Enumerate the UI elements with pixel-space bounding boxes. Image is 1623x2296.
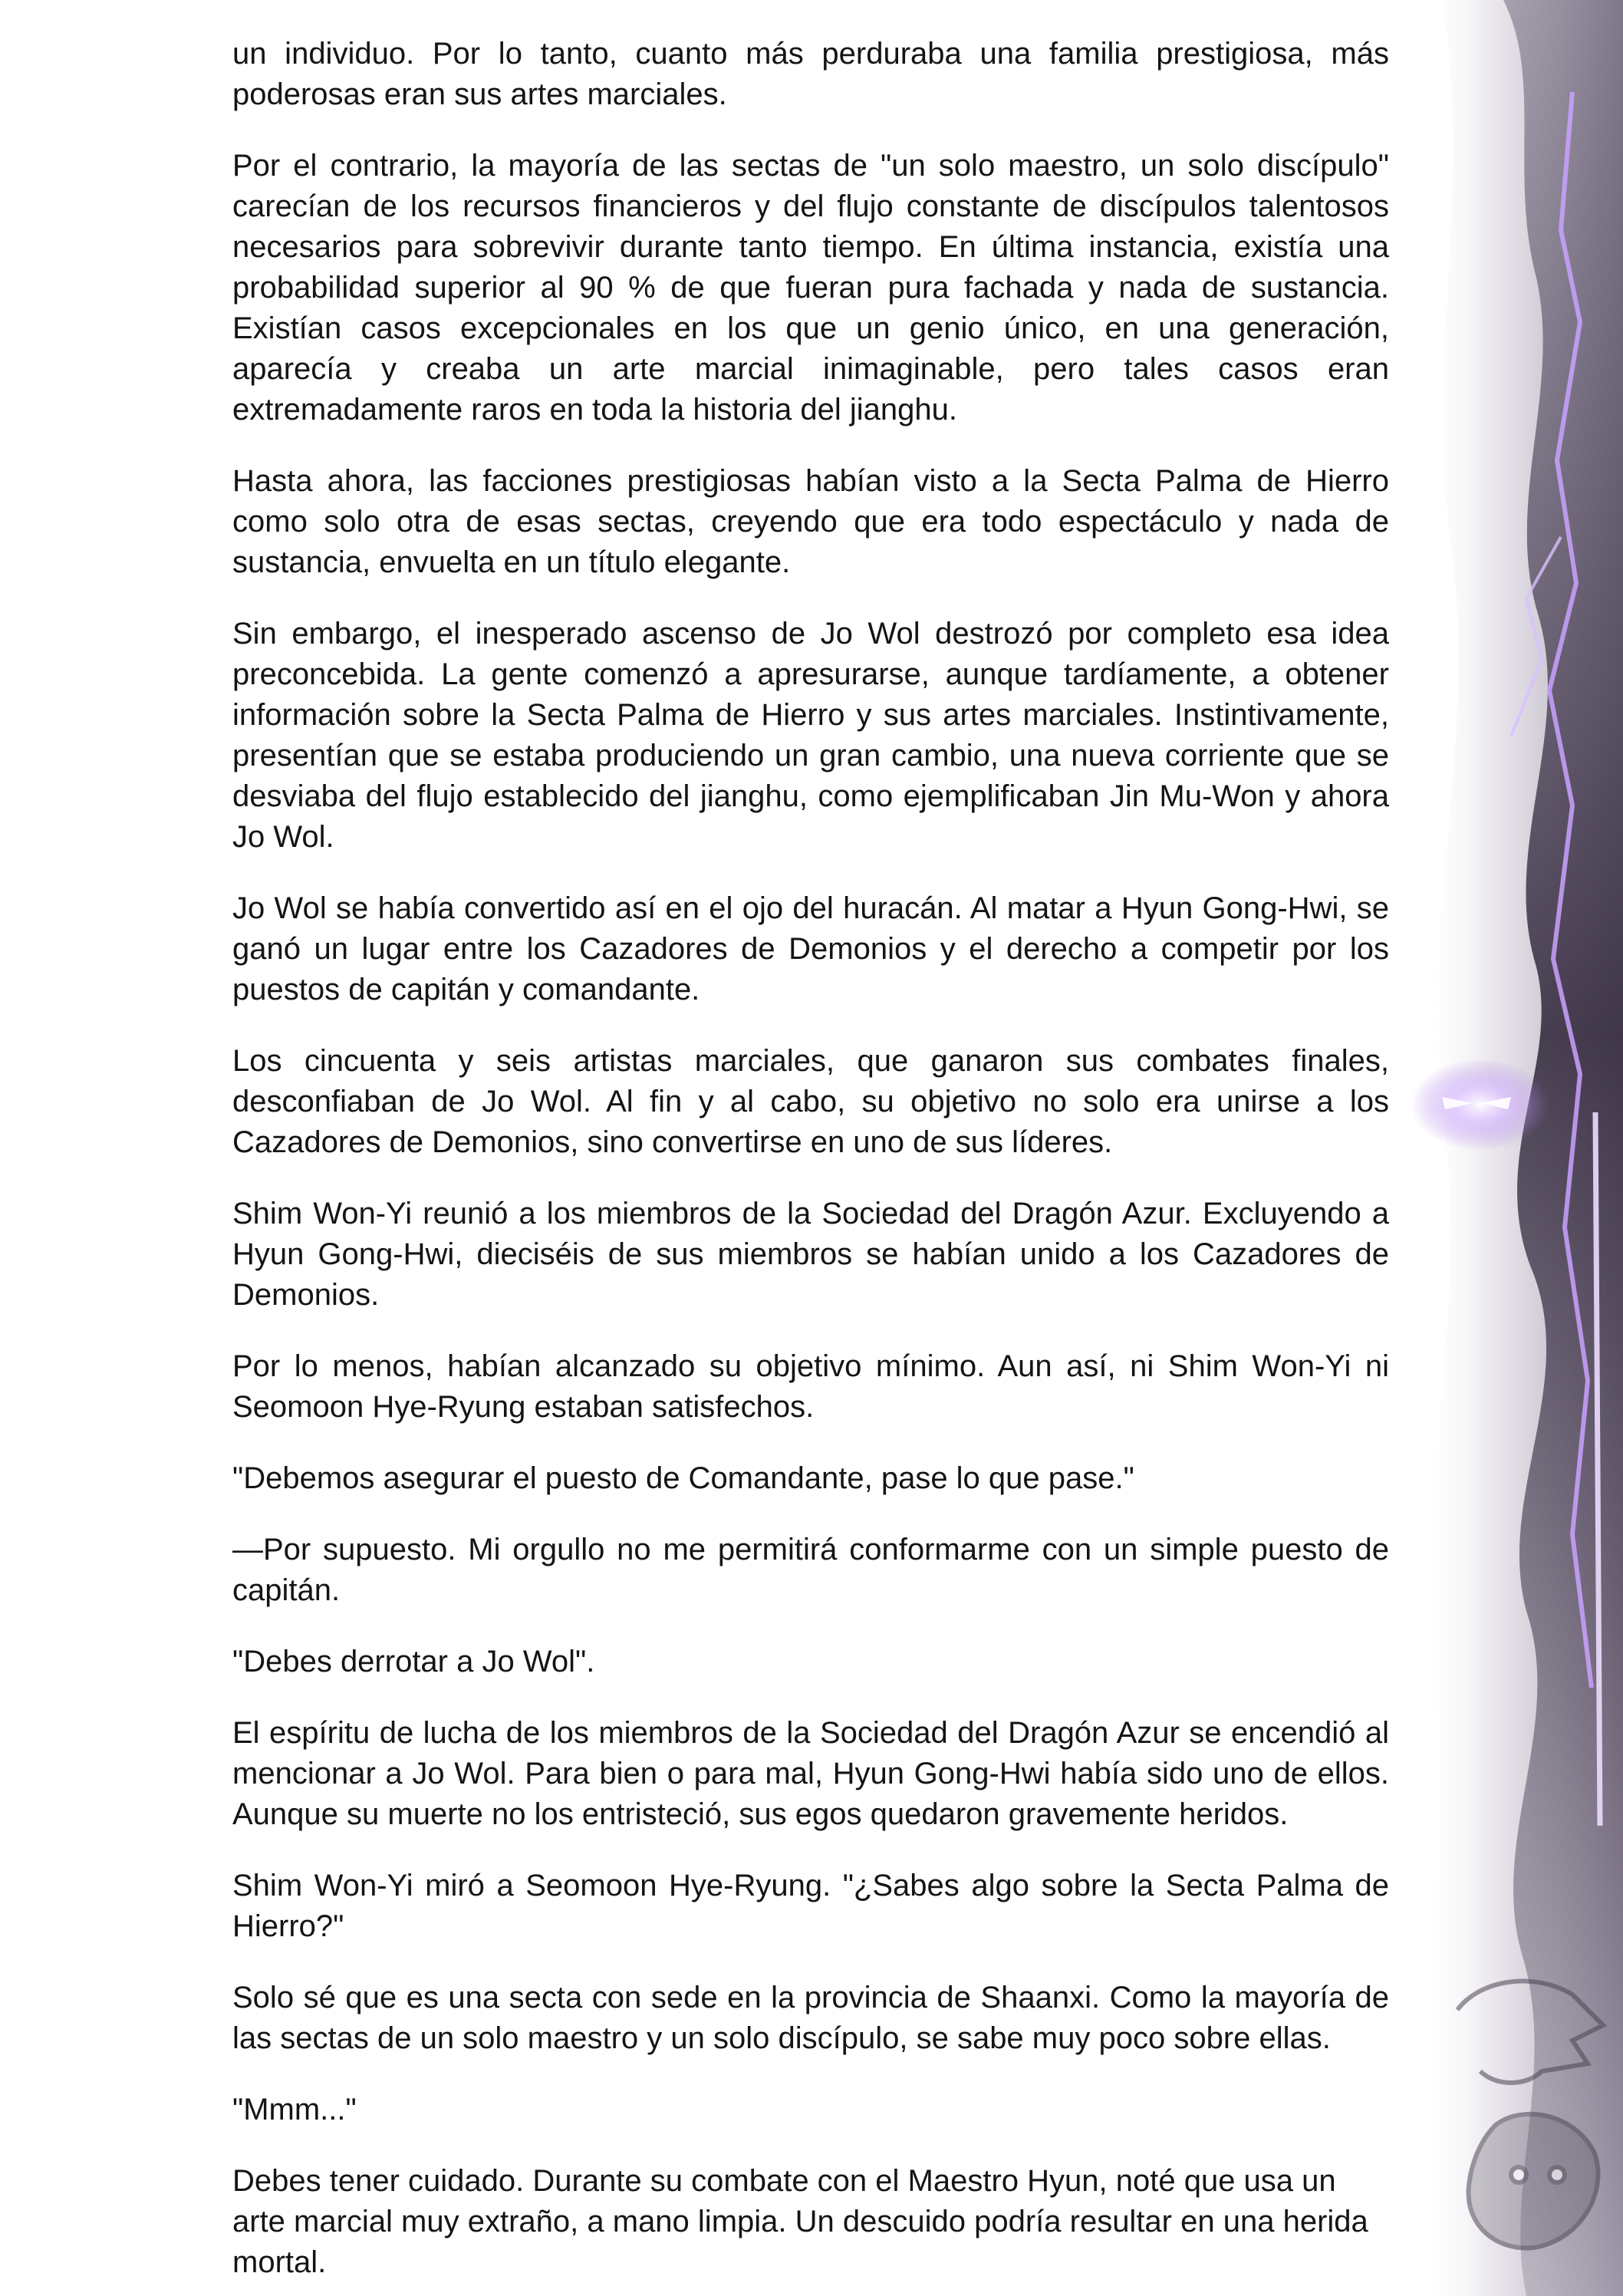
paragraph: El espíritu de lucha de los miembros de la Sociedad del Dragón Azur se encendió al mencionar a Jo Wol. Para bien o para mal, Hyun Gong-Hwi había sido uno de ellos. Aunque su muerte no los entristeció, sus egos quedaron gravemente heridos. <box>232 1716 1389 1831</box>
paragraph: Los cincuenta y seis artistas marciales, que ganaron sus combates finales, desconfiaban de Jo Wol. Al fin y al cabo, su objetivo no solo era unirse a los Cazadores de Demonios, sino convertirse en uno de sus líderes. <box>232 1044 1389 1159</box>
paragraph: "Debes derrotar a Jo Wol". <box>232 1645 595 1678</box>
paragraph: Solo sé que es una secta con sede en la provincia de Shaanxi. Como la mayoría de las sectas de un solo maestro y un solo discípulo, se sabe muy poco sobre ellas. <box>232 1981 1389 2055</box>
paragraph: Debes tener cuidado. Durante su combate con el Maestro Hyun, noté que usa un arte marcial muy extraño, a mano limpia. Un descuido podría resultar en una herida mortal. <box>232 2164 1368 2279</box>
paragraph: —Por supuesto. Mi orgullo no me permitirá conformarme con un simple puesto de capitán. <box>232 1533 1389 1607</box>
paragraph: Por el contrario, la mayoría de las sectas de "un solo maestro, un solo discípulo" carecían de los recursos financieros y del flujo constante de discípulos talentosos necesarios para sobrevivir durante tanto tiempo. En última instancia, existía una probabilidad superior al 90 % de que fueran pura fachada y nada de sustancia. Existían casos excepcionales en los que un genio único, en una generación, aparecía y creaba un arte marcial inimaginable, pero tales casos eran extremadamente raros en toda la historia del jianghu. <box>232 149 1389 427</box>
art-glow-face <box>1411 1059 1549 1151</box>
paragraph: "Mmm..." <box>232 2093 357 2126</box>
paragraph: Sin embargo, el inesperado ascenso de Jo Wol destrozó por completo esa idea preconcebida. La gente comenzó a apresurarse, aunque tardíamente, a obtener información sobre la Secta Palma de Hierro y sus artes marciales. Instintivamente, presentían que se estaba produciendo un gran cambio, una nueva corriente que se desviaba del flujo establecido del jianghu, como ejemplificaban Jin Mu-Won y ahora Jo Wol. <box>232 617 1389 854</box>
paragraph: Hasta ahora, las facciones prestigiosas habían visto a la Secta Palma de Hierro como solo otra de esas sectas, creyendo que era todo espectáculo y nada de sustancia, envuelta en un título elegante. <box>232 464 1389 579</box>
paragraph: Jo Wol se había convertido así en el ojo del huracán. Al matar a Hyun Gong-Hwi, se ganó un lugar entre los Cazadores de Demonios y el derecho a competir por los puestos de capitán y comandante. <box>232 891 1389 1006</box>
paragraph: "Debemos asegurar el puesto de Comandante, pase lo que pase." <box>232 1461 1134 1495</box>
paragraph: un individuo. Por lo tanto, cuanto más perduraba una familia prestigiosa, más poderosas eran sus artes marciales. <box>232 37 1389 111</box>
paragraph: Por lo menos, habían alcanzado su objetivo mínimo. Aun así, ni Shim Won-Yi ni Seomoon Hye-Ryung estaban satisfechos. <box>232 1349 1389 1424</box>
paragraph: Shim Won-Yi miró a Seomoon Hye-Ryung. "¿Sabes algo sobre la Secta Palma de Hierro?" <box>232 1869 1389 1943</box>
document-body <box>232 34 1389 2296</box>
paragraph: Shim Won-Yi reunió a los miembros de la Sociedad del Dragón Azur. Excluyendo a Hyun Gong-Hwi, dieciséis de sus miembros se habían unido a los Cazadores de Demonios. <box>232 1197 1389 1312</box>
